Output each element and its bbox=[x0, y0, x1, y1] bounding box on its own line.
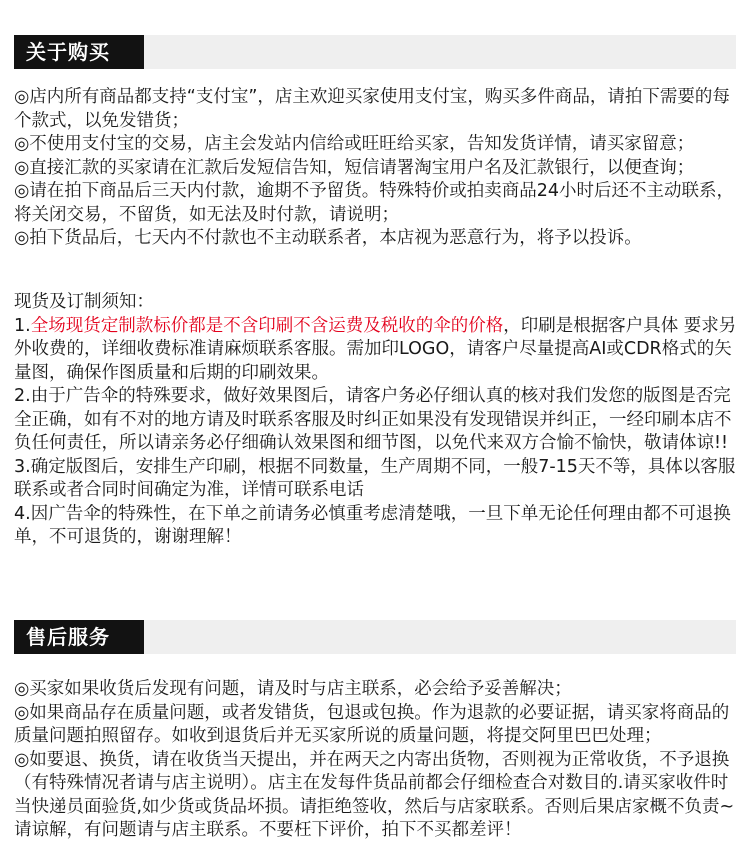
notice-item-2: 2.由于广告伞的特殊要求，做好效果图后，请客户务必仔细认真的核对我们发您的版图是否完全正确，如有不对的地方请及时联系客服及时纠正如果没有发现错误并纠正，一经印刷本店不负任何责任，所以请亲务必仔细确认效果图和细节图，以免代来双方合愉不愉快，敬请体谅!! bbox=[14, 386, 732, 453]
about-line: ◎请在拍下商品后三天内付款，逾期不予留货。特殊特价或拍卖商品24小时后还不主动联系，将关闭交易，不留货，如无法及时付款，请说明； bbox=[14, 181, 735, 225]
aftersale-section-body bbox=[14, 678, 740, 843]
notice-section-body bbox=[14, 291, 740, 550]
aftersale-line: ◎如果商品存在质量问题，或者发错货，包退或包换。作为退款的必要证据，请买家将商品的质量问题拍照留存。如收到退货后并无买家所说的质量问题，将提交阿里巴巴处理； bbox=[14, 702, 730, 746]
about-section-body bbox=[14, 86, 740, 251]
aftersale-section-bar bbox=[14, 620, 736, 654]
notice-item-3: 3.确定版图后，安排生产印刷，根据不同数量，生产周期不同，一般7-15天不等，具体以客服联系或者合同时间确定为准，详情可联系电话 bbox=[14, 456, 736, 500]
notice-item-1 bbox=[14, 315, 740, 386]
about-line: ◎拍下货品后，七天内不付款也不主动联系者，本店视为恶意行为，将予以投诉。 bbox=[14, 228, 642, 248]
notice-item-1-number: 1. bbox=[14, 315, 31, 336]
aftersale-line: ◎买家如果收货后发现有问题，请及时与店主联系，必会给予妥善解决； bbox=[14, 679, 572, 699]
notice-item-1-text: ，印刷是根据客户具体 要求另外收费的，详细收费标准请麻烦联系客服。需加印LOGO，请客户尽量提高AI或CDR格式的矢量图，确保作图质量和后期的印刷效果。 bbox=[14, 315, 737, 383]
about-line: ◎不使用支付宝的交易，店主会发站内信给或旺旺给买家，告知发货详情，请买家留意； bbox=[14, 134, 695, 154]
notice-item-1-highlight: 全场现货定制款标价都是不含印刷不含运费及税收的伞的价格 bbox=[30, 315, 504, 336]
about-line: ◎店内所有商品都支持“支付宝”，店主欢迎买家使用支付宝，购买多件商品，请拍下需要的每个款式，以免发错货； bbox=[14, 87, 730, 131]
about-line: ◎直接汇款的买家请在汇款后发短信告知，短信请署淘宝用户名及汇款银行，以便查询； bbox=[14, 157, 695, 178]
about-section-title: 关于购买 bbox=[14, 35, 144, 69]
about-section-bar bbox=[14, 35, 736, 69]
notice-item-4: 4.因广告伞的特殊性，在下单之前请务必慎重考虑清楚哦，一旦下单无论任何理由都不可退换单，不可退货的，谢谢理解！ bbox=[14, 503, 731, 547]
aftersale-line: ◎如要退、换货，请在收货当天提出，并在两天之内寄出货物，否则视为正常收货，不予退换（有特殊情况者请与店主说明）。店主在发每件货品前都会仔细检查合对数目的.请买家收件时当快递员面验货,如少货或货品坏损。请拒绝签收，然后与店家联系。否则后果店家概不负责~请谅解，有问题请与店主联系。不要枉下评价，拍下不买都差评！ bbox=[14, 749, 735, 840]
notice-heading: 现货及订制须知： bbox=[14, 292, 154, 312]
aftersale-section-title: 售后服务 bbox=[14, 620, 144, 654]
